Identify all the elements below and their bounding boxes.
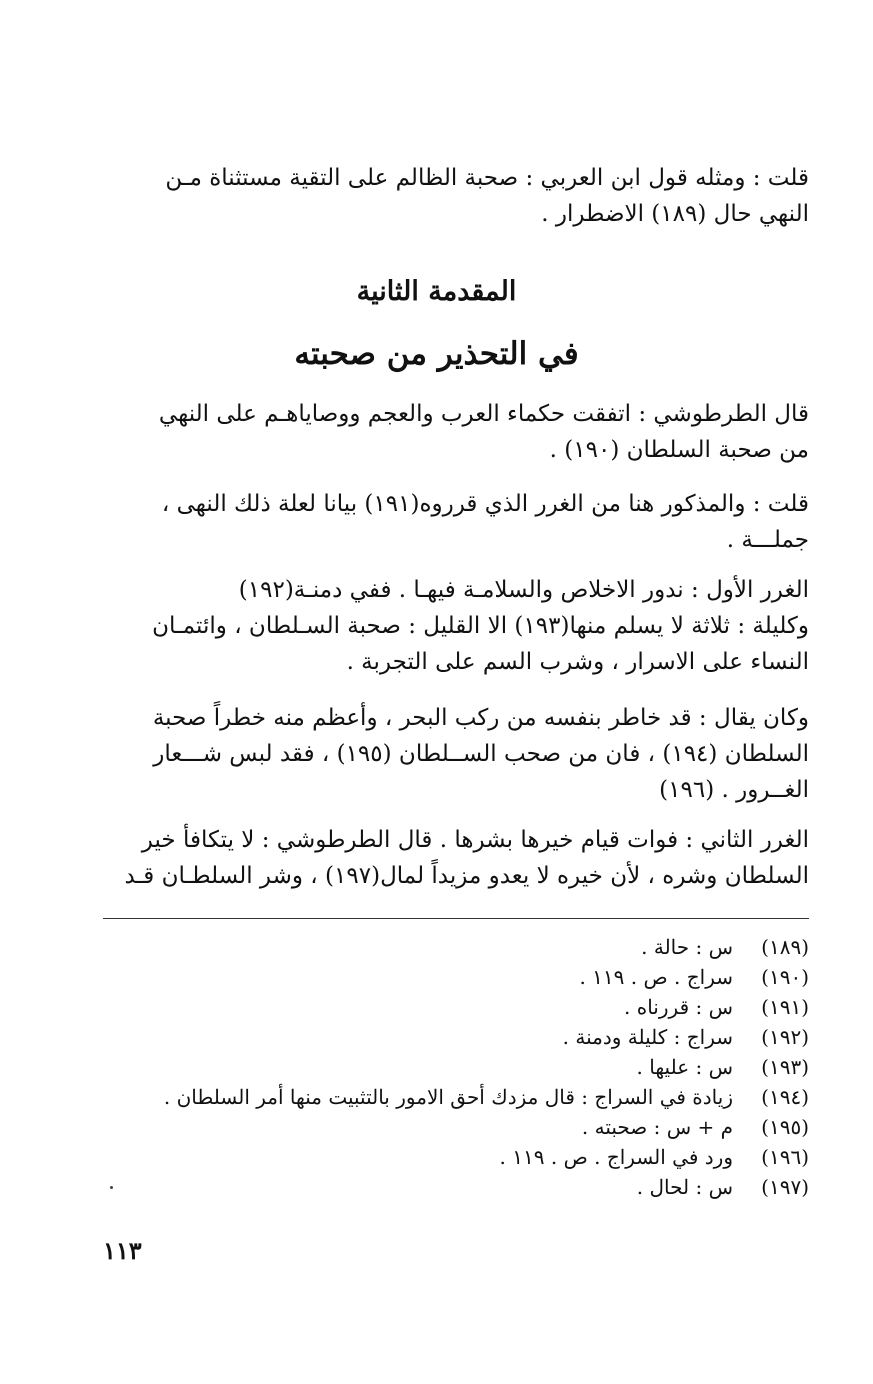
body-paragraph xyxy=(103,486,809,558)
body-paragraph xyxy=(103,822,809,894)
page-number: ١١٣ xyxy=(103,1236,142,1265)
footnote-number: (١٩٤) xyxy=(761,1085,809,1109)
footnote-item xyxy=(103,1172,809,1202)
footnote-number: (١٨٩) xyxy=(761,935,809,959)
footnote-number: (١٩٥) xyxy=(761,1115,809,1139)
section-subtitle: في التحذير من صحبته xyxy=(294,336,579,372)
paragraph-line: قلت : ومثله قول ابن العربي : صحبة الظالم على التقية مستثناة مـن xyxy=(165,165,809,191)
footnote-number: (١٩٣) xyxy=(761,1055,809,1079)
footnote-item xyxy=(103,962,809,992)
footnote-number: (١٩٢) xyxy=(761,1025,809,1049)
paragraph-line: النساء على الاسرار ، وشرب السم على التجربة . xyxy=(346,649,809,675)
paragraph-line: جملـــة . xyxy=(726,527,809,553)
body-paragraph xyxy=(103,700,809,808)
footnote-number: (١٩٧) xyxy=(761,1175,809,1199)
footnotes-list xyxy=(103,932,809,1202)
footnote-item xyxy=(103,1052,809,1082)
body-paragraph xyxy=(103,396,809,468)
paragraph-line: السلطان (١٩٤) ، فان من صحب الســلطان (١٩٥) ، فقد لبس شـــعار xyxy=(153,741,809,767)
footnote-text: ورد في السراج . ص . ١١٩ . xyxy=(499,1145,733,1169)
body-paragraph xyxy=(103,572,809,680)
paragraph-line: النهي حال (١٨٩) الاضطرار . xyxy=(541,201,809,227)
footnote-item xyxy=(103,992,809,1022)
ink-speck xyxy=(110,1186,113,1189)
footnote-text: سراج . ص . ١١٩ . xyxy=(579,965,733,989)
footnote-text: م + س : صحبته . xyxy=(581,1115,733,1139)
footnote-item xyxy=(103,1142,809,1172)
paragraph-line: الغــرور . (١٩٦) xyxy=(659,777,809,803)
footnote-item xyxy=(103,1112,809,1142)
paragraph-line: قال الطرطوشي : اتفقت حكماء العرب والعجم ووصاياهـم على النهي xyxy=(158,401,809,427)
paragraph-line: قلت : والمذكور هنا من الغرر الذي قرروه(١٩١) بيانا لعلة ذلك النهى ، xyxy=(161,491,809,517)
footnote-item xyxy=(103,1082,809,1112)
footnote-text: س : عليها . xyxy=(636,1055,733,1079)
opening-paragraph xyxy=(103,160,809,232)
footnote-divider xyxy=(103,918,809,919)
footnote-number: (١٩٠) xyxy=(761,965,809,989)
section-title: المقدمة الثانية xyxy=(356,276,517,307)
footnote-number: (١٩٦) xyxy=(761,1145,809,1169)
paragraph-line: السلطان وشره ، لأن خيره لا يعدو مزيداً لمال(١٩٧) ، وشر السلطـان قـد xyxy=(124,863,809,889)
footnote-text: زيادة في السراج : قال مزدك أحق الامور بالتثبيت منها أمر السلطان . xyxy=(163,1085,733,1109)
paragraph-line: من صحبة السلطان (١٩٠) . xyxy=(549,437,809,463)
footnote-number: (١٩١) xyxy=(761,995,809,1019)
paragraph-line: وكان يقال : قد خاطر بنفسه من ركب البحر ، وأعظم منه خطراً صحبة xyxy=(152,705,809,731)
footnote-text: س : قررناه . xyxy=(624,995,733,1019)
paragraph-line: الغرر الثاني : فوات قيام خيرها بشرها . قال الطرطوشي : لا يتكافأ خير xyxy=(141,827,809,853)
footnote-text: سراج : كليلة ودمنة . xyxy=(562,1025,733,1049)
footnote-item xyxy=(103,1022,809,1052)
footnote-text: س : لحال . xyxy=(636,1175,733,1199)
footnote-text: س : حالة . xyxy=(641,935,733,959)
footnote-item xyxy=(103,932,809,962)
paragraph-line: الغرر الأول : ندور الاخلاص والسلامـة فيهـا . ففي دمنـة(١٩٢) xyxy=(238,577,809,603)
paragraph-line: وكليلة : ثلاثة لا يسلم منها(١٩٣) الا القليل : صحبة السـلطان ، وائتمـان xyxy=(152,613,809,639)
